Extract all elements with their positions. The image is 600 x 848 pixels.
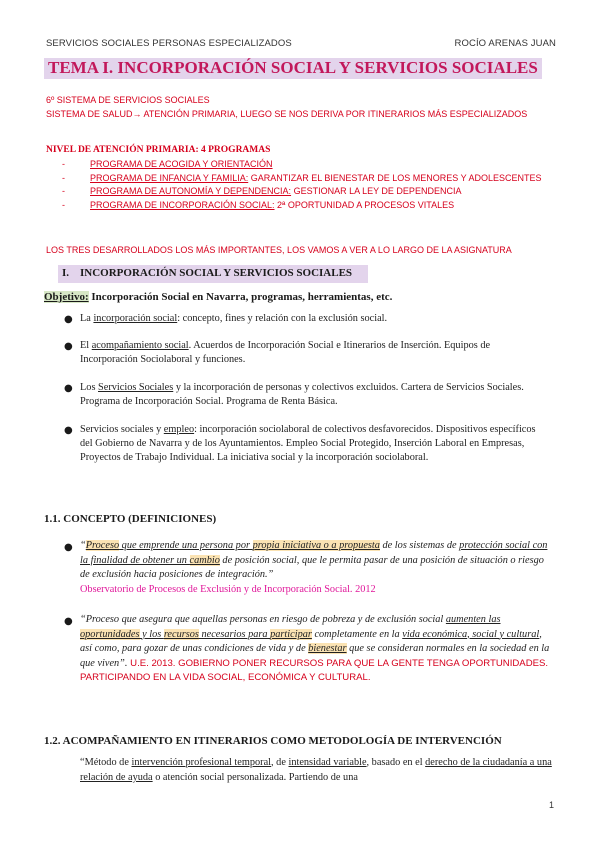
objective-label: Objetivo: [44, 291, 89, 303]
program-item: - PROGRAMA DE INFANCIA Y FAMILIA: GARANTIZAR EL BIENESTAR DE LOS MENORES Y ADOLESCENTES [62, 172, 542, 183]
list-item: Los Servicios Sociales y la incorporación de personas y colectivos excluidos. Cartera de Servicios Sociales. Programa de Incorporación Social. Programa de Renta Básica. [80, 382, 524, 407]
nivel-note: LOS TRES DESARROLLADOS LOS MÁS IMPORTANTES, LOS VAMOS A VER A LO LARGO DE LA ASIGNATURA [46, 245, 512, 255]
page-number: 1 [548, 800, 554, 810]
program-item: - PROGRAMA DE AUTONOMÍA Y DEPENDENCIA: GESTIONAR LA LEY DE DEPENDENCIA [62, 186, 462, 196]
list-item: El acompañamiento social. Acuerdos de Incorporación Social e Itinerarios de Inserción. Equipos de Incorporación Sociolaboral y funciones. [80, 340, 491, 365]
paragraph: “Método de intervención profesional temporal, de intensidad variable, basado en el derecho de la ciudadanía a una relación de ayuda o atención social personalizada. Partiendo de una [80, 757, 552, 783]
intro-line-2: SISTEMA DE SALUD→ ATENCIÓN PRIMARIA, LUEGO SE NOS DERIVA POR ITINERARIOS MÁS ESPECIALIZADOS [46, 109, 528, 119]
subsection-heading: 1.1. CONCEPTO (DEFINICIONES) [44, 513, 217, 525]
header-left: SERVICIOS SOCIALES PERSONAS ESPECIALIZADOS [46, 38, 292, 49]
definition-quote: “Proceso que emprende una persona por propia iniciativa o a propuesta de los sistemas de protección social con la finalidad de obtener un cambio de posición social, que le permita pasar de una posición de situación o riesgo de exclusión hacia posiciones de integración.” Observatorio de Procesos de Exclusión y de Incorporación Social. 2012 [80, 539, 556, 597]
intro-line-1: 6º SISTEMA DE SERVICIOS SOCIALES [46, 95, 210, 105]
subsection-heading: 1.2. ACOMPAÑAMIENTO EN ITINERARIOS COMO METODOLOGÍA DE INTERVENCIÓN [44, 735, 502, 747]
section-number: I. [62, 267, 70, 279]
header-right: ROCÍO ARENAS JUAN [454, 38, 556, 49]
program-list [62, 158, 552, 212]
program-name: PROGRAMA DE INCORPORACIÓN SOCIAL: [90, 199, 275, 210]
objective-line [44, 291, 392, 303]
key-term: empleo [163, 424, 195, 435]
bullet-dot: ● [64, 341, 73, 352]
page-title: TEMA I. INCORPORACIÓN SOCIAL Y SERVICIOS SOCIALES [44, 58, 542, 79]
program-name: PROGRAMA DE AUTONOMÍA Y DEPENDENCIA: [90, 186, 292, 196]
nivel-heading: NIVEL DE ATENCIÓN PRIMARIA: 4 PROGRAMAS [46, 145, 271, 155]
bullet-dot: ● [64, 616, 73, 627]
definition-quote: “Proceso que asegura que aquellas personas en riesgo de pobreza y de exclusión social aumenten las oportunidades y los recursos necesarios para participar completamente en la vida económica, social y cultural, así como, para gozar de unas condiciones de vida y de bienestar que se consideran normales en la sociedad en la que viven”. U.E. 2013. GOBIERNO PONER RECURSOS PARA QUE LA GENTE TENGA OPORTUNIDADES. PARTICIPANDO EN LA VIDA SOCIAL, ECONÓMICA Y CULTURAL. [80, 614, 550, 683]
bullet-dot: ● [64, 542, 73, 553]
quote-source: U.E. 2013. GOBIERNO PONER RECURSOS PARA QUE LA GENTE TENGA OPORTUNIDADES. PARTICIPANDO EN LA VIDA SOCIAL, ECONÓMICA Y CULTURAL. [80, 657, 549, 683]
bullet-dot: ● [64, 314, 73, 325]
objective-text: Incorporación Social en Navarra, programas, herramientas, etc. [88, 291, 393, 303]
key-term: acompañamiento social [91, 340, 189, 351]
program-desc: GARANTIZAR EL BIENESTAR DE LOS MENORES Y ADOLESCENTES [248, 172, 542, 183]
program-item: - PROGRAMA DE INCORPORACIÓN SOCIAL: 2ª OPORTUNIDAD A PROCESOS VITALES [62, 199, 455, 210]
intro-block [46, 93, 556, 121]
key-term: Servicios Sociales [98, 382, 174, 393]
bullet-dot: ● [64, 425, 73, 436]
program-item: - PROGRAMA DE ACOGIDA Y ORIENTACIÓN [62, 159, 273, 169]
list-item: Servicios sociales y empleo: incorporación sociolaboral de colectivos desfavorecidos. Dispositivos específicos del Gobierno de Navarra y de los Ayuntamientos. Empleo Social Protegido, Inserción Laboral en Empresas, Proyectos de Trabajo Individual. La iniciativa social y la incorporación sociolaboral. [80, 424, 536, 463]
key-term: incorporación social [93, 313, 178, 324]
program-name: PROGRAMA DE ACOGIDA Y ORIENTACIÓN [90, 159, 273, 169]
program-desc: GESTIONAR LA LEY DE DEPENDENCIA [291, 186, 462, 196]
list-item: La incorporación social: concepto, fines y relación con la exclusión social. [80, 313, 388, 324]
section-title: INCORPORACIÓN SOCIAL Y SERVICIOS SOCIALES [80, 267, 353, 279]
program-desc: 2ª OPORTUNIDAD A PROCESOS VITALES [274, 199, 455, 210]
section-heading [58, 265, 368, 283]
quote-source: Observatorio de Procesos de Exclusión y de Incorporación Social. 2012 [80, 583, 376, 595]
program-name: PROGRAMA DE INFANCIA Y FAMILIA: [90, 172, 249, 183]
bullet-dot: ● [64, 383, 73, 394]
